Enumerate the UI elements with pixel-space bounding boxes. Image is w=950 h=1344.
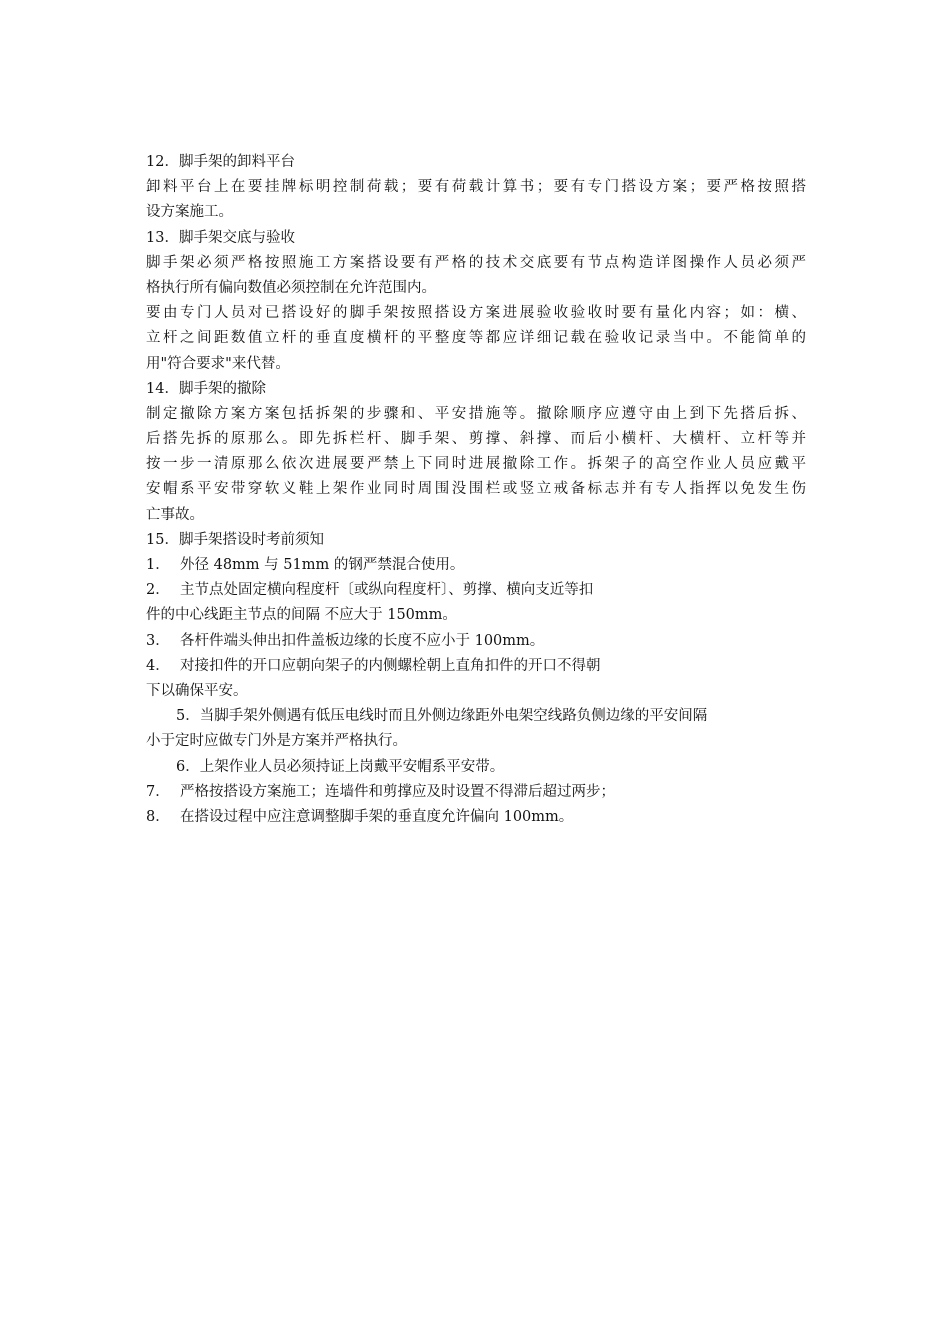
section-13-heading: 13．脚手架交底与验收 bbox=[146, 229, 295, 246]
list-text: 外径 48mm 与 51mm 的钢严禁混合使用。 bbox=[180, 557, 465, 573]
list-item-4 bbox=[146, 654, 806, 679]
section-14-paragraph-line: 亡事故。 bbox=[146, 506, 204, 523]
section-14-paragraph-line: 制定撤除方案方案包括拆架的步骤和、平安措施等。撤除顺序应遵守由上到下先搭后拆、 bbox=[146, 405, 806, 422]
section-14-heading: 14．脚手架的撤除 bbox=[146, 380, 266, 397]
list-item-2 bbox=[146, 578, 806, 603]
list-item-2-continuation: 件的中心线距主节点的间隔 不应大于 150mm。 bbox=[146, 607, 457, 624]
list-number: 3． bbox=[146, 632, 170, 649]
section-12-paragraph-line: 设方案施工。 bbox=[146, 204, 233, 221]
list-number: 2． bbox=[146, 582, 170, 599]
list-text: 严格按搭设方案施工；连墙件和剪撑应及时设置不得滞后超过两步； bbox=[180, 783, 615, 800]
section-12-heading: 12．脚手架的卸料平台 bbox=[146, 154, 295, 170]
section-14-paragraph-line: 安帽系平安带穿软义鞋上架作业同时周围没围栏或竖立戒备标志并有专人指挥以免发生伤 bbox=[146, 481, 806, 498]
list-item-7 bbox=[146, 780, 806, 805]
list-item-4-continuation: 下以确保平安。 bbox=[146, 682, 248, 699]
section-12-paragraph-line: 卸料平台上在要挂牌标明控制荷载；要有荷载计算书；要有专门搭设方案；要严格按照搭 bbox=[146, 179, 806, 196]
list-text: 各杆件端头伸出扣件盖板边缘的长度不应小于 100mm。 bbox=[180, 632, 545, 649]
list-item-1 bbox=[146, 553, 806, 578]
list-item-3 bbox=[146, 629, 806, 654]
list-text: 在搭设过程中应注意调整脚手架的垂直度允许偏向 100mm。 bbox=[180, 808, 574, 825]
list-item-5-continuation: 小于定时应做专门外是方案并严格执行。 bbox=[146, 733, 407, 750]
list-number: 1． bbox=[146, 557, 170, 573]
document-body bbox=[146, 150, 806, 830]
section-15-heading: 15．脚手架搭设时考前须知 bbox=[146, 531, 324, 548]
section-13-paragraph-line: 格执行所有偏向数值必须控制在允许范围内。 bbox=[146, 279, 436, 296]
section-14-paragraph-line: 后搭先拆的原那么。即先拆栏杆、脚手架、剪撑、斜撑、而后小横杆、大横杆、立杆等并 bbox=[146, 431, 806, 448]
list-number: 7． bbox=[146, 783, 170, 800]
section-13-paragraph-line: 要由专门人员对已搭设好的脚手架按照搭设方案进展验收验收时要有量化内容；如：横、 bbox=[146, 305, 806, 322]
list-number: 8． bbox=[146, 808, 170, 825]
list-text: 对接扣件的开口应朝向架子的内侧螺栓朝上直角扣件的开口不得朝 bbox=[180, 657, 601, 674]
section-13-paragraph-line: 用"符合要求"来代替。 bbox=[146, 355, 290, 372]
list-item-8 bbox=[146, 805, 806, 830]
list-text: 主节点处固定横向程度杆〔或纵向程度杆〕、剪撑、横向支近等扣 bbox=[180, 582, 594, 599]
section-13-paragraph-line: 脚手架必须严格按照施工方案搭设要有严格的技术交底要有节点构造详图操作人员必须严 bbox=[146, 254, 806, 271]
section-13-paragraph-line: 立杆之间距数值立杆的垂直度横杆的平整度等都应详细记载在验收记录当中。不能简单的 bbox=[146, 330, 806, 347]
list-item-5: 5．当脚手架外侧遇有低压电线时而且外侧边缘距外电架空线路负侧边缘的平安间隔 bbox=[176, 708, 708, 725]
section-14-paragraph-line: 按一步一清原那么依次进展要严禁上下同时进展撤除工作。拆架子的高空作业人员应戴平 bbox=[146, 456, 806, 473]
list-number: 4． bbox=[146, 657, 170, 674]
list-item-6: 6．上架作业人员必须持证上岗戴平安帽系平安带。 bbox=[176, 758, 505, 775]
